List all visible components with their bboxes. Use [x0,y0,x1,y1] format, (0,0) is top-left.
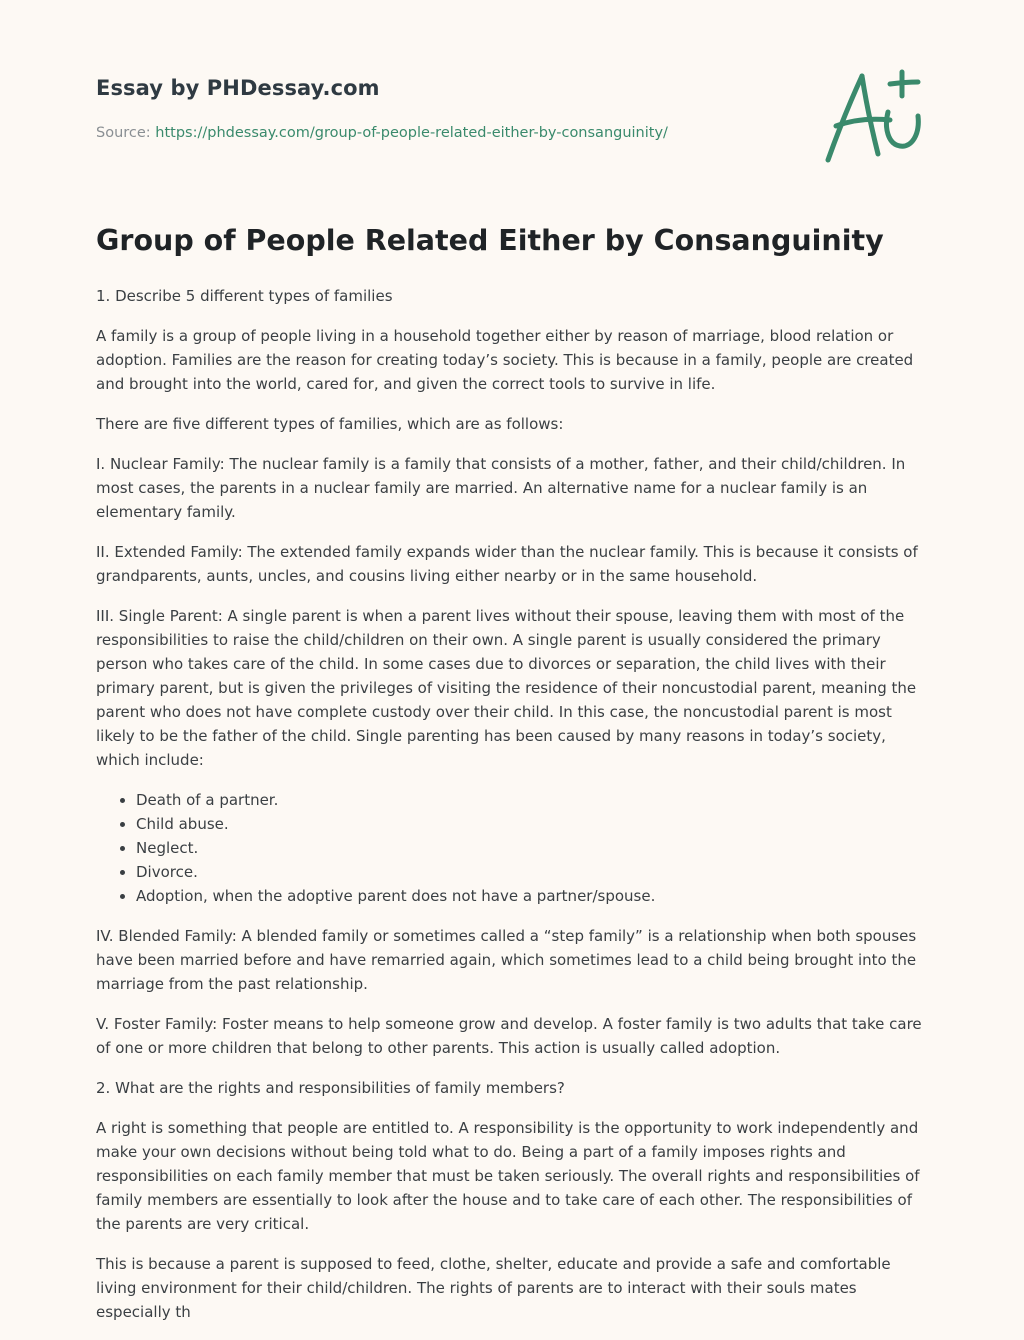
paragraph: I. Nuclear Family: The nuclear family is a family that consists of a mother, father, and their child/children. In most cases, the parents in a nuclear family are married. An alternative name for a nuclear family is an elementary family. [96,455,906,521]
list-item: • Child abuse. [136,812,931,836]
source-label: Source: [96,125,156,141]
list-item: • Neglect. [136,836,931,860]
site-brand: Essay by PHDessay.com [96,76,380,100]
list-item: • Death of a partner. [136,788,931,812]
paragraph: III. Single Parent: A single parent is when a parent lives without their spouse, leaving them with most of the responsibilities to raise the child/children on their own. A single parent is usually considered the primary person who takes care of the child. In some cases due to divorces or separation, the child lives with their primary parent, but is given the privileges of visiting the residence of their noncustodial parent, meaning the parent who does not have complete custody over their child. In this case, the noncustodial parent is most likely to be the father of the child. Single parenting has been caused by many reasons in today’s society, which include: [96,607,917,769]
a-plus-logo-icon [822,68,928,164]
question-heading: 1. Describe 5 different types of families [96,287,393,305]
list-item: • Adoption, when the adoptive parent does not have a partner/spouse. [136,884,931,908]
paragraph: V. Foster Family: Foster means to help someone grow and develop. A foster family is two adults that take care of one or more children that belong to other parents. This action is usually called adoption. [96,1015,922,1057]
question-heading: 2. What are the rights and responsibilities of family members? [96,1079,565,1097]
source-line [96,125,668,141]
paragraph: A right is something that people are entitled to. A responsibility is the opportunity to work independently and make your own decisions without being told what to do. Being a part of a family imposes rights and responsibilities on each family member that must be taken seriously. The overall rights and responsibilities of family members are essentially to look after the house and to take care of each other. The responsibilities of the parents are very critical. [96,1119,920,1233]
list-item: • Divorce. [136,860,931,884]
article-body [96,284,931,1340]
paragraph: A family is a group of people living in a household together either by reason of marriage, blood relation or adoption. Families are the reason for creating today’s society. This is because in a family, people are created and brought into the world, cared for, and given the correct tools to survive in life. [96,327,914,393]
paragraph: II. Extended Family: The extended family expands wider than the nuclear family. This is because it consists of grandparents, aunts, uncles, and cousins living either nearby or in the same household. [96,543,918,585]
paragraph: IV. Blended Family: A blended family or sometimes called a “step family” is a relationship when both spouses have been married before and have remarried again, which sometimes lead to a child being brought into the marriage from the past relationship. [96,927,917,993]
source-link[interactable]: https://phdessay.com/group-of-people-related-either-by-consanguinity/ [155,125,668,141]
paragraph: This is because a parent is supposed to feed, clothe, shelter, educate and provide a safe and comfortable living environment for their child/children. The rights of parents are to interact with their souls mates especially th [96,1255,891,1321]
reasons-list [96,788,931,908]
essay-page [96,0,931,1321]
article-title: Group of People Related Either by Consanguinity [96,224,884,257]
paragraph: There are five different types of families, which are as follows: [96,415,564,433]
